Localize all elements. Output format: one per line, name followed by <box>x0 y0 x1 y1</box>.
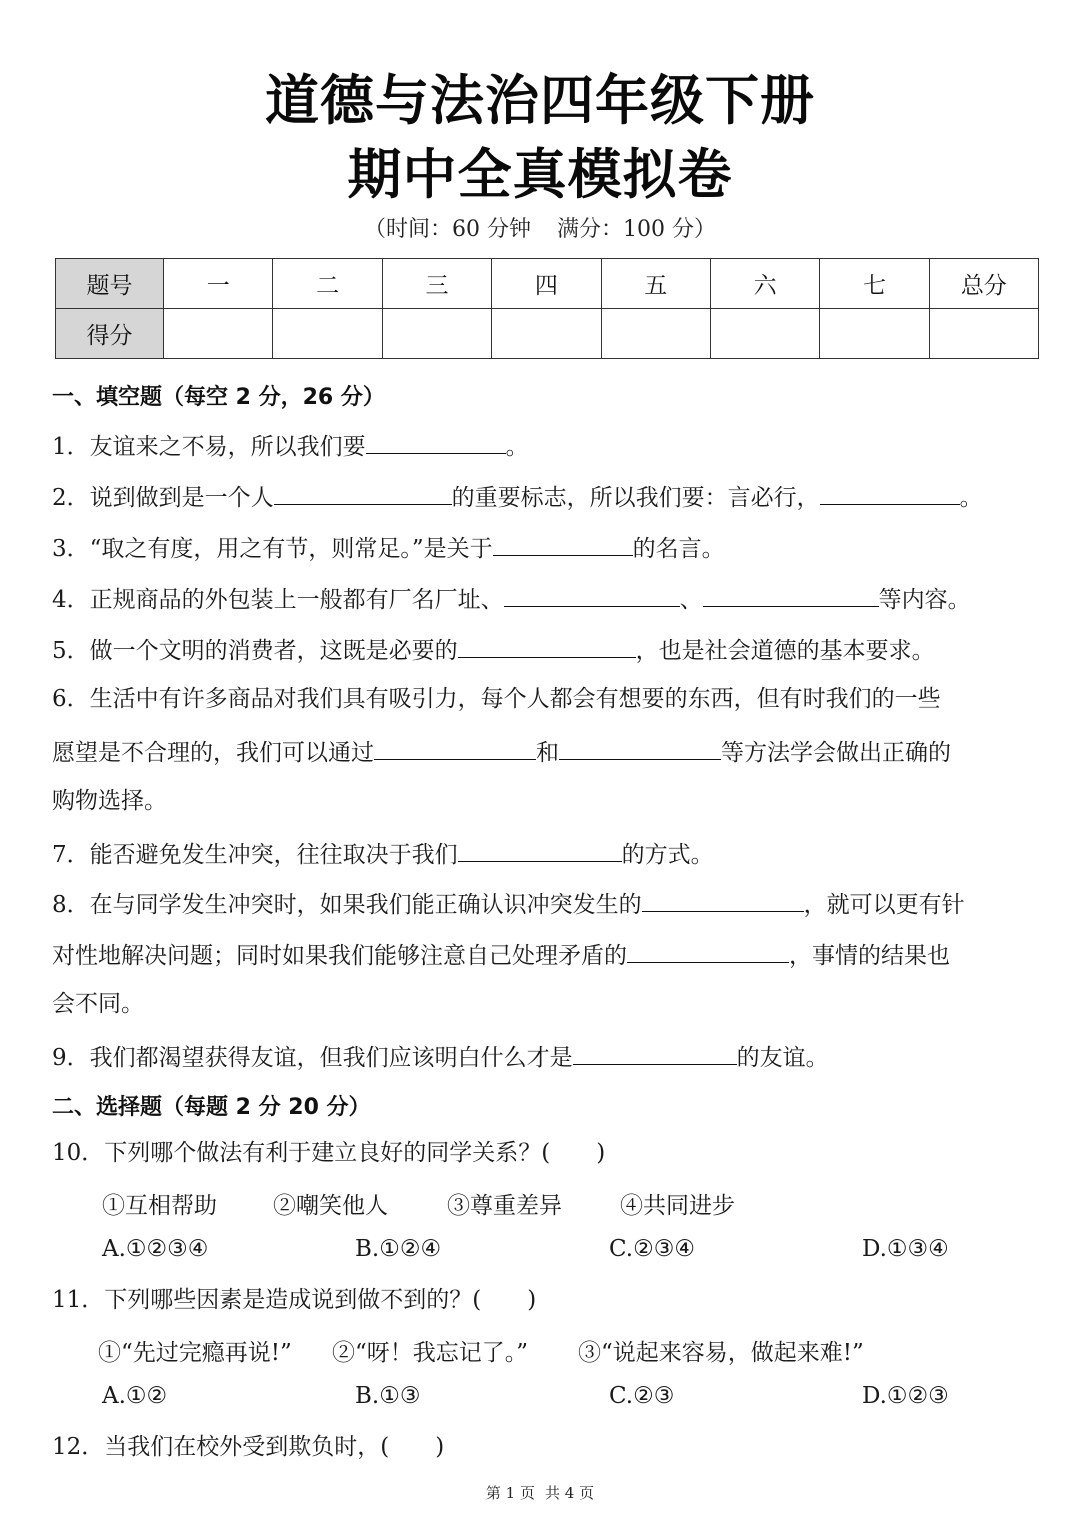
score-table-score-row <box>56 309 1039 359</box>
question-11-stem: 11．下列哪些因素是造成说到做不到的？( ) <box>52 1287 537 1313</box>
score-cell[interactable] <box>492 309 601 359</box>
question-5: 5．做一个文明的消费者，这既是必要的 ，也是社会道德的基本要求。 <box>52 633 935 666</box>
answer-blank[interactable] <box>642 887 804 912</box>
score-cell[interactable] <box>710 309 819 359</box>
column-header: 六 <box>710 259 819 309</box>
answer-blank[interactable] <box>493 531 633 556</box>
question-8-line3: 会不同。 <box>52 991 144 1017</box>
page-footer <box>0 1482 1080 1503</box>
score-cell[interactable] <box>820 309 929 359</box>
section2-heading: 二、选择题（每题 2 分 20 分） <box>52 1095 371 1120</box>
page-number: 第 1 页 <box>485 1484 535 1502</box>
question-6-line3: 购物选择。 <box>52 788 167 814</box>
full-score: 满分：100 分） <box>557 217 716 242</box>
score-table-header-row <box>56 259 1039 309</box>
section1-heading: 一、填空题（每空 2 分，26 分） <box>52 385 385 410</box>
score-cell[interactable] <box>601 309 710 359</box>
answer-blank[interactable] <box>820 480 960 505</box>
page-total: 共 4 页 <box>545 1484 595 1502</box>
q10-item: ③尊重差异 <box>447 1193 562 1219</box>
exam-subtitle <box>0 212 1080 243</box>
answer-blank[interactable] <box>703 582 879 607</box>
q10-option-d[interactable]: D.①③④ <box>862 1236 949 1262</box>
question-6-line2: 愿望是不合理的，我们可以通过 和 等方法学会做出正确的 <box>52 735 951 768</box>
question-9: 9．我们都渴望获得友谊，但我们应该明白什么才是 的友谊。 <box>52 1040 829 1073</box>
answer-blank[interactable] <box>274 480 452 505</box>
answer-blank[interactable] <box>458 837 622 862</box>
answer-blank[interactable] <box>573 1040 737 1065</box>
q10-option-a[interactable]: A.①②③④ <box>102 1236 209 1262</box>
exam-title-line1: 道德与法治四年级下册 <box>265 69 815 132</box>
column-header: 七 <box>820 259 929 309</box>
question-1: 1．友谊来之不易，所以我们要 。 <box>52 429 529 462</box>
q10-item: ②嘲笑他人 <box>273 1193 388 1219</box>
q10-option-b[interactable]: B.①②④ <box>355 1236 442 1262</box>
q11-item: ②“呀！我忘记了。” <box>332 1340 529 1366</box>
question-4: 4．正规商品的外包装上一般都有厂名厂址、 、 等内容。 <box>52 582 971 615</box>
q11-option-c[interactable]: C.②③ <box>609 1383 675 1409</box>
column-header: 二 <box>273 259 382 309</box>
column-header: 四 <box>492 259 601 309</box>
question-8-line2: 对性地解决问题；同时如果我们能够注意自己处理矛盾的 ，事情的结果也 <box>52 938 950 971</box>
question-12-stem: 12．当我们在校外受到欺负时，( ) <box>52 1434 445 1460</box>
question-8-line1: 8．在与同学发生冲突时，如果我们能正确认识冲突发生的 ，就可以更有针 <box>52 887 965 920</box>
column-header: 一 <box>164 259 273 309</box>
score-cell[interactable] <box>164 309 273 359</box>
q11-option-a[interactable]: A.①② <box>102 1383 168 1409</box>
answer-blank[interactable] <box>458 633 636 658</box>
answer-blank[interactable] <box>559 735 721 760</box>
answer-blank[interactable] <box>366 429 506 454</box>
answer-blank[interactable] <box>374 735 536 760</box>
question-2: 2．说到做到是一个人 的重要标志，所以我们要：言必行， 。 <box>52 480 983 513</box>
column-header: 三 <box>382 259 491 309</box>
q10-item: ①互相帮助 <box>102 1193 217 1219</box>
q10-item: ④共同进步 <box>620 1193 735 1219</box>
score-cell[interactable] <box>382 309 491 359</box>
q11-option-b[interactable]: B.①③ <box>355 1383 421 1409</box>
question-10-stem: 10．下列哪个做法有利于建立良好的同学关系？( ) <box>52 1140 606 1166</box>
q11-item: ①“先过完瘾再说!” <box>98 1340 292 1366</box>
column-header: 五 <box>601 259 710 309</box>
question-7: 7．能否避免发生冲突，往往取决于我们 的方式。 <box>52 837 714 870</box>
q10-option-c[interactable]: C.②③④ <box>609 1236 695 1262</box>
answer-blank[interactable] <box>627 938 789 963</box>
time-limit: （时间：60 分钟 <box>364 217 531 242</box>
score-table <box>55 258 1039 359</box>
header-label-cell: 题号 <box>56 259 164 309</box>
question-3: 3．“取之有度，用之有节，则常足。”是关于 的名言。 <box>52 531 725 564</box>
exam-title-line2: 期中全真模拟卷 <box>347 143 733 206</box>
score-cell[interactable] <box>273 309 382 359</box>
question-6-line1: 6．生活中有许多商品对我们具有吸引力，每个人都会有想要的东西，但有时我们的一些 <box>52 686 941 712</box>
q11-item: ③“说起来容易，做起来难!” <box>578 1340 864 1366</box>
column-header: 总分 <box>929 259 1038 309</box>
row-label-cell: 得分 <box>56 309 164 359</box>
score-cell[interactable] <box>929 309 1038 359</box>
answer-blank[interactable] <box>504 582 680 607</box>
q11-option-d[interactable]: D.①②③ <box>862 1383 949 1409</box>
